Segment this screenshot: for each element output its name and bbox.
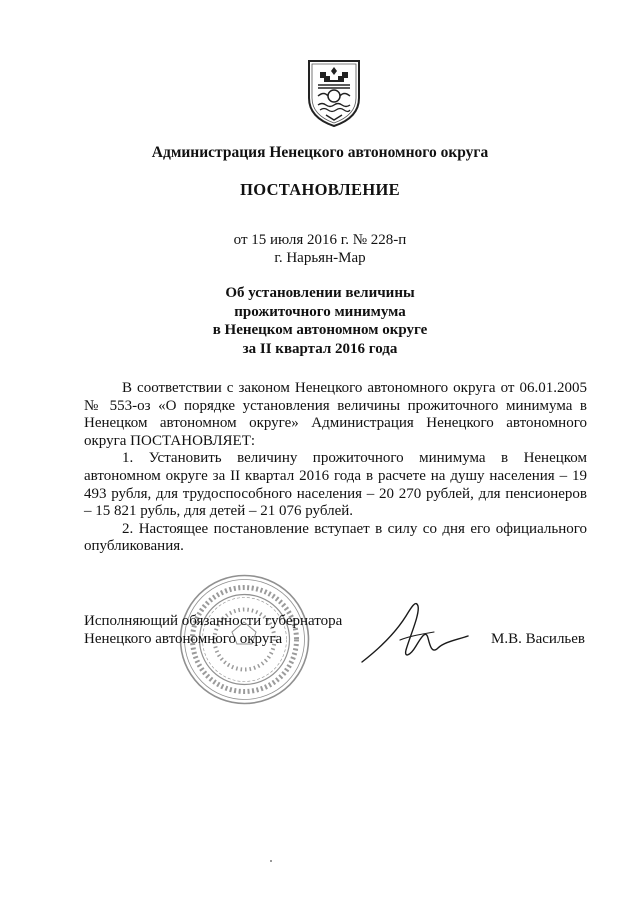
signatory-position-line: Ненецкого автономного округа <box>84 631 283 647</box>
organization-title: Администрация Ненецкого автономного округа <box>151 144 489 161</box>
handwritten-signature-icon <box>360 596 470 676</box>
subject-line: прожиточного минимума <box>234 303 406 320</box>
subject-line: в Ненецком автономном округе <box>212 322 428 338</box>
signatory-position-line: Исполняющий обязанности губернатора <box>84 613 343 629</box>
subject-line: Об установлении величины <box>225 285 415 301</box>
signatory-name: М.В. Васильев <box>491 631 586 647</box>
document-body <box>84 380 587 556</box>
signatory-position <box>84 612 342 648</box>
preamble-paragraph: В соответствии с законом Ненецкого автономного округа от 06.01.2005 № 553-оз «О порядке установления величины прожиточного минимума в Ненецком автономном округе» Администрация Ненецкого автономного округа ПОСТАНОВЛЯЕТ: <box>84 380 587 449</box>
document-subject <box>0 284 640 358</box>
coat-of-arms-icon <box>306 58 362 128</box>
scan-speck <box>270 860 272 862</box>
subject-line: за II квартал 2016 года <box>242 340 398 357</box>
item-1-paragraph: 1. Установить величину прожиточного минимума в Ненецком автономном округе за II квартал 2016 года в расчете на душу населения – 19 493 рубля, для трудоспособного населения – 20 270 рублей, для пенсионеров – 15 821 рубль, для детей – 21 076 рублей. <box>84 450 587 520</box>
document-type-heading: ПОСТАНОВЛЕНИЕ <box>240 180 400 199</box>
document-city: г. Нарьян-Мар <box>274 250 366 266</box>
item-2-paragraph: 2. Настоящее постановление вступает в силу со дня его официального опубликования. <box>84 520 587 555</box>
document-date-number: от 15 июля 2016 г. № 228-п <box>233 232 407 248</box>
